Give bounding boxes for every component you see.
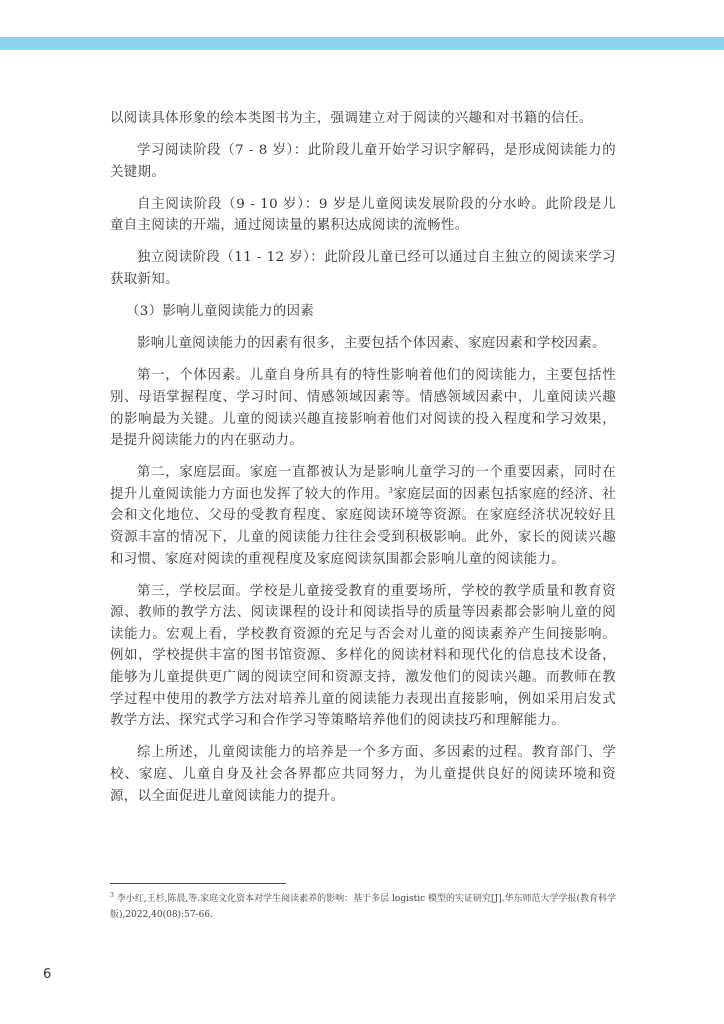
paragraph-factors-overview: 影响儿童阅读能力的因素有很多，主要包括个体因素、家庭因素和学校因素。	[137, 336, 606, 352]
paragraph-individual-factors: 第一，个体因素。儿童自身所具有的特性影响着他们的阅读能力，主要包括性别、母语掌握程度、学习时间、情感领域因素等。情感领域因素中，儿童阅读兴趣的影响最为关键。儿童的阅读兴趣直接影响着他们对阅读的投入程度和学习效果，是提升阅读能力的内在驱动力。	[110, 368, 616, 449]
footnote-text: 李小红,王杉,陈晨,等.家庭文化资本对学生阅读素养的影响：基于多层 logistic 模型的实证研究[J].华东师范大学学报(教育科学版),2022,40(08):57-66.	[110, 894, 616, 920]
page-number: 6	[43, 967, 52, 982]
footnote-marker: 3	[110, 892, 114, 899]
family-text-before: 第二，家庭层面。家庭一直都被认为是影响儿童学习的一个重要因素，同时在提升儿童阅读能力方面也发挥了较大的作用。	[110, 465, 616, 502]
paragraph-learning-to-read-stage: 学习阅读阶段（7 - 8 岁）：此阶段儿童开始学习识字解码，是形成阅读能力的关键期。	[110, 143, 616, 180]
body-text	[110, 108, 616, 818]
family-text-after: 家庭层面的因素包括家庭的经济、社会和文化地位、父母的受教育程度、家庭阅读环境等资源。在家庭经济状况较好且资源丰富的情况下，儿童的阅读能力往往会受到积极影响。此外，家长的阅读兴趣和习惯、家庭对阅读的重视程度及家庭阅读氛围都会影响儿童的阅读能力。	[110, 486, 616, 567]
paragraph-family-factors	[110, 462, 616, 570]
header-color-bar	[0, 37, 724, 50]
footnote	[110, 891, 616, 923]
section-heading-factors: （3）影响儿童阅读能力的因素	[126, 304, 315, 320]
paragraph-independent-reading-stage: 独立阅读阶段（11 - 12 岁）：此阶段儿童已经可以通过自主独立的阅读来学习获取新知。	[110, 250, 616, 288]
paragraph-autonomous-reading-stage: 自主阅读阶段（9 - 10 岁）：9 岁是儿童阅读发展阶段的分水岭。此阶段是儿童自主阅读的开端，通过阅读量的累积达成阅读的流畅性。	[110, 196, 616, 234]
footnote-reference[interactable]: 3	[388, 486, 394, 495]
paragraph-picture-book-stage: 以阅读具体形象的绘本类图书为主，强调建立对于阅读的兴趣和对书籍的信任。	[110, 111, 593, 126]
paragraph-conclusion: 综上所述，儿童阅读能力的培养是一个多方面、多因素的过程。教育部门、学校、家庭、儿童自身及社会各界都应共同努力，为儿童提供良好的阅读环境和资源，以全面促进儿童阅读能力的提升。	[110, 745, 616, 804]
paragraph-school-factors: 第三，学校层面。学校是儿童接受教育的重要场所，学校的教学质量和教育资源、教师的教学方法、阅读课程的设计和阅读指导的质量等因素都会影响儿童的阅读能力。宏观上看，学校教育资源的充足与否会对儿童的阅读素养产生间接影响。例如，学校提供丰富的图书馆资源、多样化的阅读材料和现代化的信息技术设备，能够为儿童提供更广阔的阅读空间和资源支持，激发他们的阅读兴趣。而教师在教学过程中使用的教学方法对培养儿童的阅读能力表现出直接影响，例如采用启发式教学方法、探究式学习和合作学习等策略培养他们的阅读技巧和理解能力。	[110, 583, 616, 729]
footnote-divider	[110, 883, 286, 884]
